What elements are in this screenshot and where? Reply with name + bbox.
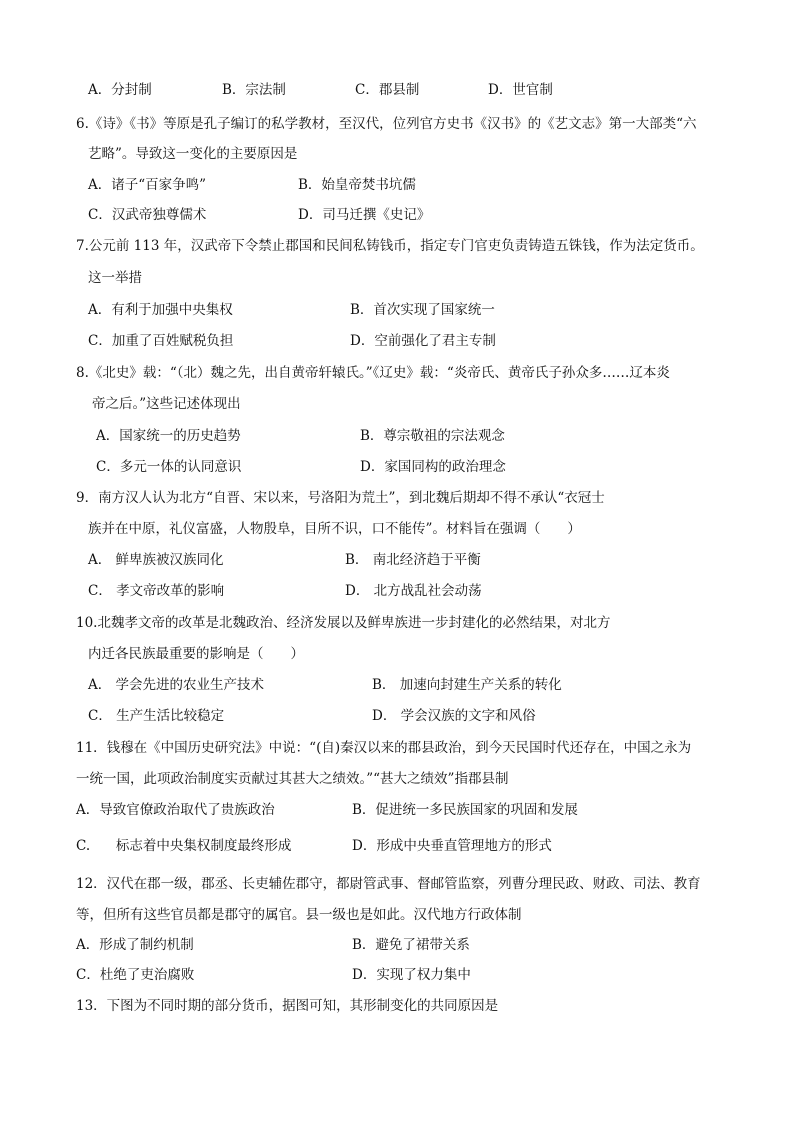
q7-option-d: D．空前强化了君主专制	[350, 333, 496, 349]
q11-option-b: B．促进统一多民族国家的巩固和发展	[352, 802, 578, 818]
q6-option-d: D．司马迁撰《史记》	[298, 207, 431, 223]
q9-option-a: A． 鲜卑族被汉族同化	[88, 552, 224, 568]
q5-option-c: C．郡县制	[355, 82, 420, 98]
q6-option-b: B．始皇帝焚书坑儒	[298, 177, 416, 193]
q12-option-d: D．实现了权力集中	[352, 967, 471, 983]
q10-option-d: D． 学会汉族的文字和风俗	[372, 708, 536, 724]
q8-stem-line-2: 帝之后。”这些记述体现出	[92, 396, 241, 412]
q6-stem-line-2: 艺略”。导致这一变化的主要原因是	[88, 146, 298, 162]
q12-stem-line-1: 12．汉代在郡一级，郡丞、长吏辅佐郡守，都尉管武事、督邮管监察，列曹分理民政、财政、司法、教育	[76, 876, 701, 892]
q9-option-b: B． 南北经济趋于平衡	[345, 552, 481, 568]
q8-stem-line-1: 8.《北史》载：“（北）魏之先，出自黄帝轩辕氏。”《辽史》载：“炎帝氏、黄帝氏子孙众多……辽本炎	[76, 365, 670, 381]
q9-option-d: D． 北方战乱社会动荡	[345, 583, 482, 599]
q10-option-a: A． 学会先进的农业生产技术	[88, 677, 265, 693]
q8-option-d: D．家国同构的政治理念	[360, 459, 506, 475]
q8-option-b: B．尊宗敬祖的宗法观念	[360, 428, 505, 444]
q6-option-c: C．汉武帝独尊儒术	[88, 207, 207, 223]
q10-stem-line-1: 10.北魏孝文帝的改革是北魏政治、经济发展以及鲜卑族进一步封建化的必然结果，对北方	[76, 615, 611, 631]
q8-option-c: C．多元一体的认同意识	[96, 459, 242, 475]
q12-stem-line-2: 等，但所有这些官员都是郡守的属官。县一级也是如此。汉代地方行政体制	[76, 907, 522, 923]
q10-stem-line-2: 内迁各民族最重要的影响是（ ）	[88, 646, 304, 662]
q9-option-c: C． 孝文帝改革的影响	[88, 583, 225, 599]
q10-option-b: B． 加速向封建生产关系的转化	[372, 677, 562, 693]
q11-option-c: C. 标志着中央集权制度最终形成	[76, 838, 292, 854]
q7-option-b: B．首次实现了国家统一	[350, 302, 495, 318]
q8-option-a: A．国家统一的历史趋势	[96, 428, 241, 444]
q7-stem-line-2: 这一举措	[88, 270, 142, 286]
q9-stem-line-1: 9．南方汉人认为北方“自晋、宋以来，号洛阳为荒土”，到北魏后期却不得不承认“衣冠士	[76, 490, 605, 506]
q12-option-b: B．避免了裙带关系	[352, 937, 470, 953]
q11-option-a: A．导致官僚政治取代了贵族政治	[76, 802, 275, 818]
q7-stem-line-1: 7.公元前 113 年，汉武帝下令禁止郡国和民间私铸钱币，指定专门官吏负责铸造五铢钱，作为法定货币。	[76, 238, 704, 254]
q9-stem-line-2: 族并在中原，礼仪富盛，人物殷阜，目所不识，口不能传”。材料旨在强调（ ）	[88, 521, 581, 537]
q7-option-c: C．加重了百姓赋税负担	[88, 333, 234, 349]
q10-option-c: C． 生产生活比较稳定	[88, 708, 225, 724]
q11-stem-line-2: 一统一国，此项政治制度实贡献过其甚大之绩效。”“甚大之绩效”指郡县制	[76, 771, 509, 787]
q6-stem-line-1: 6.《诗》《书》等原是孔子编订的私学教材，至汉代，位列官方史书《汉书》的《艺文志》第一大部类“六	[76, 116, 697, 132]
q5-option-d: D．世官制	[488, 82, 553, 98]
q11-stem-line-1: 11．钱穆在《中国历史研究法》中说：“(自)秦汉以来的郡县政治，到今天民国时代还存在，中国之永为	[76, 740, 692, 756]
q7-option-a: A．有利于加强中央集权	[88, 302, 233, 318]
q13-stem-line-1: 13．下图为不同时期的部分货币，据图可知，其形制变化的共同原因是	[76, 998, 499, 1014]
q12-option-c: C．杜绝了吏治腐败	[76, 967, 195, 983]
q5-option-a: A．分封制	[88, 82, 152, 98]
q11-option-d: D．形成中央垂直管理地方的形式	[352, 838, 552, 854]
q6-option-a: A．诸子“百家争鸣”	[88, 177, 207, 193]
q5-option-b: B．宗法制	[222, 82, 286, 98]
q12-option-a: A．形成了制约机制	[76, 937, 194, 953]
